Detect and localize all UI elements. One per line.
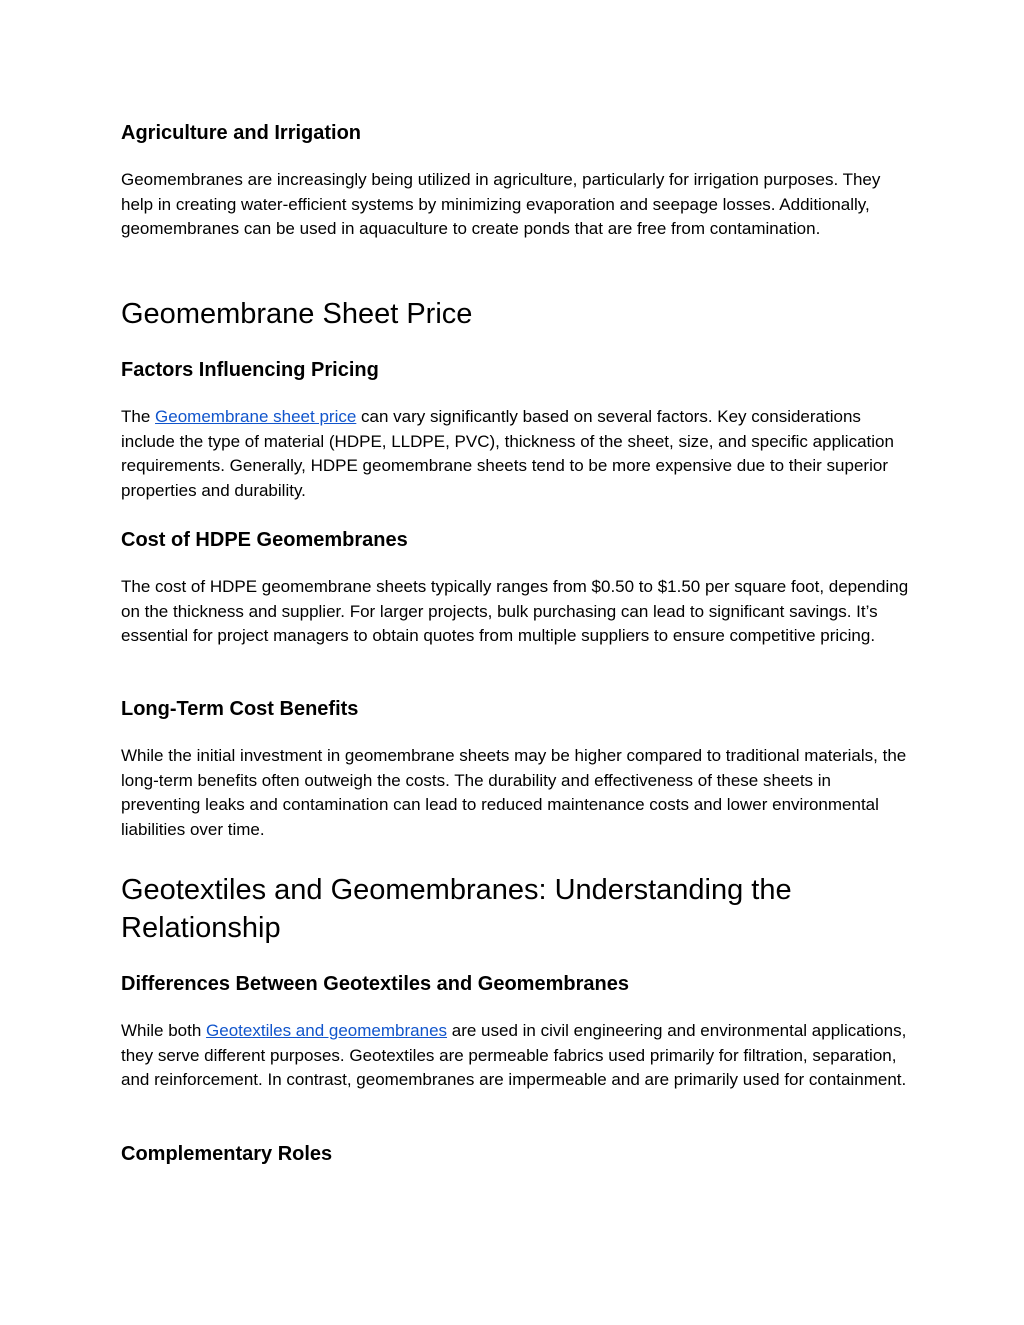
paragraph-long-term: While the initial investment in geomembrane sheets may be higher compared to traditional materials, the long-term benefits often outweigh the costs. The durability and effectiveness of these sheets in preventing leaks and contamination can lead to reduced maintenance costs and lower environmental liabilities over time. xyxy=(121,746,907,839)
paragraph-differences xyxy=(121,1019,911,1093)
heading-agriculture-and-irrigation: Agriculture and Irrigation xyxy=(121,122,362,144)
paragraph-factors-lead: The xyxy=(121,407,156,426)
paragraph-differences-rest: are used in civil engineering and environmental applications, they serve different purposes. Geotextiles are permeable fabrics used primarily for filtration, separation, and reinforcement. In contrast, geomembranes are impermeable and are primarily used for containment. xyxy=(121,1021,907,1089)
heading-long-term-cost-benefits: Long-Term Cost Benefits xyxy=(121,698,359,720)
geomembrane-sheet-price-link[interactable]: Geomembrane sheet price xyxy=(155,407,357,426)
paragraph-factors-rest: can vary significantly based on several factors. Key considerations include the type of material (HDPE, LLDPE, PVC), thickness of the sheet, size, and specific application requirements. Generally, HDPE geomembrane sheets tend to be more expensive due to their superior properties and durability. xyxy=(121,407,894,500)
geotextiles-and-geomembranes-link[interactable]: Geotextiles and geomembranes xyxy=(206,1021,448,1040)
paragraph-factors xyxy=(121,405,911,503)
heading-geomembrane-sheet-price: Geomembrane Sheet Price xyxy=(121,298,473,330)
paragraph-agriculture: Geomembranes are increasingly being utilized in agriculture, particularly for irrigation purposes. They help in creating water-efficient systems by minimizing evaporation and seepage losses. Additionally, geomembranes can be used in aquaculture to create ponds that are free from contamination. xyxy=(121,170,881,238)
heading-factors-influencing-pricing: Factors Influencing Pricing xyxy=(121,359,379,381)
heading-cost-of-hdpe-geomembranes: Cost of HDPE Geomembranes xyxy=(121,529,408,551)
heading-geotextiles-and-geomembranes: Geotextiles and Geomembranes: Understanding the Relationship xyxy=(121,874,792,944)
heading-complementary-roles: Complementary Roles xyxy=(121,1143,333,1165)
paragraph-differences-lead: While both xyxy=(121,1021,207,1040)
heading-differences-between: Differences Between Geotextiles and Geomembranes xyxy=(121,973,629,995)
paragraph-hdpe-cost: The cost of HDPE geomembrane sheets typically ranges from $0.50 to $1.50 per square foot, depending on the thickness and supplier. For larger projects, bulk purchasing can lead to significant savings. It’s essential for project managers to obtain quotes from multiple suppliers to ensure competitive pricing. xyxy=(121,577,909,645)
